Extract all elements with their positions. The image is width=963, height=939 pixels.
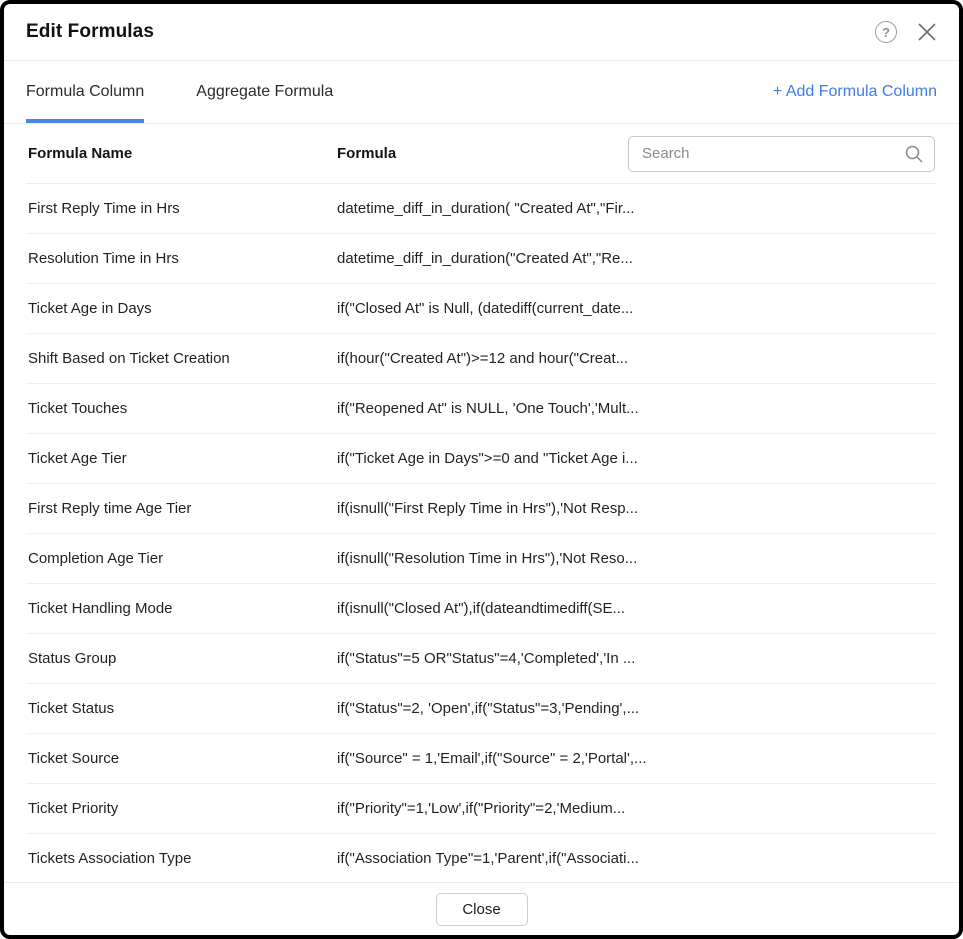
formula-expression-cell: if("Status"=2, 'Open',if("Status"=3,'Pending',... [337,700,640,717]
table-header-row [26,124,937,184]
close-icon[interactable] [917,22,937,42]
formula-name-cell: Resolution Time in Hrs [28,250,179,267]
table-row[interactable] [26,234,937,284]
table-row[interactable] [26,834,937,882]
formula-name-cell: Completion Age Tier [28,550,164,567]
help-icon[interactable] [875,21,897,43]
search-input[interactable] [628,136,935,172]
formula-expression-cell: if(isnull("Closed At"),if(dateandtimediff(SE... [337,600,625,617]
formula-name-cell: Ticket Priority [28,800,119,817]
table-row[interactable] [26,634,937,684]
formula-expression-cell: if("Closed At" is Null, (datediff(current_date... [337,300,634,317]
formula-expression-cell: if(isnull("Resolution Time in Hrs"),'Not Reso... [337,550,638,567]
dialog-footer [4,882,959,935]
formula-name-cell: Ticket Age Tier [28,450,127,467]
header-icons [875,21,937,43]
formula-name-cell: Status Group [28,650,117,667]
formula-table [4,124,959,882]
dialog-header [4,4,959,61]
table-row[interactable] [26,584,937,634]
close-button[interactable]: Close [436,893,528,926]
formula-expression-cell: if("Status"=5 OR"Status"=4,'Completed','In ... [337,650,636,667]
formula-expression-cell: if("Association Type"=1,'Parent',if("Associati... [337,850,639,867]
formula-expression-cell: if("Priority"=1,'Low',if("Priority"=2,'Medium... [337,800,626,817]
tab-aggregate-formula[interactable]: Aggregate Formula [196,83,334,100]
formula-name-cell: First Reply time Age Tier [28,500,192,517]
table-body [26,184,937,882]
table-row[interactable] [26,284,937,334]
formula-name-cell: First Reply Time in Hrs [28,200,180,217]
column-header-formula: Formula [337,145,397,162]
tab-bar [4,61,959,124]
formula-expression-cell: if(isnull("First Reply Time in Hrs"),'Not Resp... [337,500,639,517]
formula-expression-cell: datetime_diff_in_duration("Created At","Re... [337,250,633,267]
tab-formula-column[interactable]: Formula Column [26,61,144,123]
formula-expression-cell: if("Source" = 1,'Email',if("Source" = 2,'Portal',... [337,750,647,767]
search-box [628,136,935,172]
table-row[interactable] [26,534,937,584]
table-row[interactable] [26,684,937,734]
help-glyph: ? [882,24,890,40]
table-row[interactable] [26,184,937,234]
formula-name-cell: Ticket Handling Mode [28,600,173,617]
table-row[interactable] [26,434,937,484]
column-header-formula-name: Formula Name [28,145,133,162]
formula-name-cell: Shift Based on Ticket Creation [28,350,230,367]
formula-name-cell: Ticket Source [28,750,120,767]
search-icon [905,145,923,163]
formula-name-cell: Ticket Age in Days [28,300,152,317]
formula-expression-cell: if("Reopened At" is NULL, 'One Touch','Mult... [337,400,639,417]
formula-name-cell: Ticket Status [28,700,115,717]
formula-expression-cell: if(hour("Created At")>=12 and hour("Creat... [337,350,629,367]
table-row[interactable] [26,484,937,534]
formula-expression-cell: if("Ticket Age in Days">=0 and "Ticket Age i... [337,450,638,467]
table-row[interactable] [26,784,937,834]
table-row[interactable] [26,734,937,784]
table-row[interactable] [26,334,937,384]
formula-name-cell: Ticket Touches [28,400,128,417]
formula-expression-cell: datetime_diff_in_duration( "Created At","Fir... [337,200,635,217]
table-row[interactable] [26,384,937,434]
add-formula-column-link[interactable]: + Add Formula Column [772,83,937,100]
page-title: Edit Formulas [26,21,154,42]
formula-name-cell: Tickets Association Type [28,850,192,867]
